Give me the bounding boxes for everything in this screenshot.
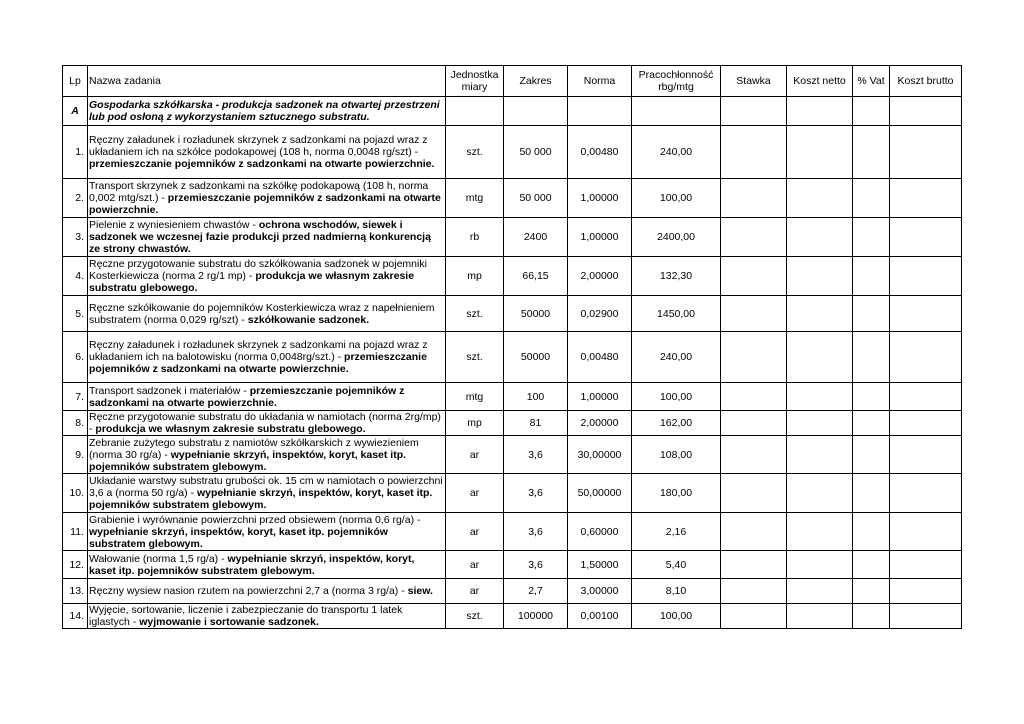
task-description: Transport skrzynek z sadzonkami na szkółkę podokapową (108 h, norma 0,002 mtg/szt.) - xyxy=(89,180,429,204)
task-purpose: przemieszczanie pojemników z sadzonkami na otwarte powierzchnie. xyxy=(89,158,435,170)
row-task-name xyxy=(88,257,446,296)
row-lp: 12. xyxy=(63,551,88,579)
row-range: 50 000 xyxy=(504,179,568,218)
row-lp: 13. xyxy=(63,579,88,604)
row-norm: 1,00000 xyxy=(568,179,632,218)
table-row xyxy=(63,411,962,436)
row-range: 3,6 xyxy=(504,436,568,474)
table-row xyxy=(63,604,962,629)
col-header-range: Zakres xyxy=(504,66,568,97)
row-norm: 2,00000 xyxy=(568,257,632,296)
row-labor: 100,00 xyxy=(632,383,721,411)
row-unit: mp xyxy=(446,411,504,436)
row-norm: 0,00480 xyxy=(568,332,632,383)
table-row xyxy=(63,257,962,296)
row-labor: 5,40 xyxy=(632,551,721,579)
row-rate xyxy=(721,551,787,579)
task-purpose: przemieszczanie pojemników z sadzonkami na otwarte powierzchnie. xyxy=(89,192,441,216)
row-vat xyxy=(853,218,890,257)
row-rate xyxy=(721,332,787,383)
task-description: Zebranie zużytego substratu z namiotów szkółkarskich z wywiezieniem (norma 30 rg/a) - xyxy=(89,436,419,461)
row-task-name xyxy=(88,218,446,257)
table-row xyxy=(63,474,962,513)
row-labor: 180,00 xyxy=(632,474,721,513)
task-purpose: siew. xyxy=(407,585,433,597)
row-gross-cost xyxy=(890,411,962,436)
row-norm: 0,00480 xyxy=(568,126,632,179)
row-range: 66,15 xyxy=(504,257,568,296)
row-rate xyxy=(721,179,787,218)
row-net-cost xyxy=(787,604,853,629)
row-unit: szt. xyxy=(446,296,504,332)
task-description: Wyjęcie, sortowanie, liczenie i zabezpieczanie do transportu 1 latek iglastych - xyxy=(89,604,403,628)
row-gross-cost xyxy=(890,513,962,551)
table-row xyxy=(63,551,962,579)
row-unit: mp xyxy=(446,257,504,296)
row-unit: ar xyxy=(446,551,504,579)
task-purpose: wyjmowanie i sortowanie sadzonek. xyxy=(139,616,319,628)
task-purpose: wypełnianie skrzyń, inspektów, koryt, kaset itp. pojemników substratem glebowym. xyxy=(89,552,415,577)
table-row xyxy=(63,332,962,383)
row-lp: 2. xyxy=(63,179,88,218)
col-header-rate: Stawka xyxy=(721,66,787,97)
row-gross-cost xyxy=(890,436,962,474)
table-row xyxy=(63,218,962,257)
row-lp: 4. xyxy=(63,257,88,296)
task-purpose: produkcja we własnym zakresie substratu glebowego. xyxy=(89,270,415,294)
row-rate xyxy=(721,218,787,257)
row-vat xyxy=(853,383,890,411)
row-range: 50000 xyxy=(504,332,568,383)
row-labor: 240,00 xyxy=(632,126,721,179)
row-gross-cost xyxy=(890,296,962,332)
row-gross-cost xyxy=(890,604,962,629)
row-vat xyxy=(853,436,890,474)
col-header-norm: Norma xyxy=(568,66,632,97)
row-vat xyxy=(853,332,890,383)
row-labor: 2400,00 xyxy=(632,218,721,257)
row-vat xyxy=(853,257,890,296)
row-rate xyxy=(721,126,787,179)
row-rate xyxy=(721,383,787,411)
task-description: Pielenie z wyniesieniem chwastów - xyxy=(89,219,259,231)
row-net-cost xyxy=(787,218,853,257)
section-row xyxy=(63,97,962,126)
row-gross-cost xyxy=(890,474,962,513)
task-description: Ręczny załadunek i rozładunek skrzynek z sadzonkami na pojazd wraz z układaniem ich na szkółce podokapowej (108 h, norma 0,0048 rg/szt) - xyxy=(89,134,428,158)
task-purpose: przemieszczanie pojemników z sadzonkami na otwarte powierzchnie. xyxy=(89,351,427,375)
task-description: Ręczny wysiew nasion rzutem na powierzchni 2,7 a (norma 3 rg/a) - xyxy=(89,585,408,597)
row-task-name xyxy=(88,436,446,474)
row-vat xyxy=(853,474,890,513)
col-header-unit: Jednostka miary xyxy=(446,66,504,97)
row-lp: 6. xyxy=(63,332,88,383)
row-lp: 7. xyxy=(63,383,88,411)
row-vat xyxy=(853,126,890,179)
table-row xyxy=(63,436,962,474)
row-range: 100 xyxy=(504,383,568,411)
col-header-lp: Lp xyxy=(63,66,88,97)
row-task-name xyxy=(88,551,446,579)
col-header-net-cost: Koszt netto xyxy=(787,66,853,97)
row-task-name xyxy=(88,332,446,383)
row-task-name xyxy=(88,474,446,513)
task-description: Grabienie i wyrównanie powierzchni przed obsiewem (norma 0,6 rg/a) - xyxy=(89,513,421,526)
col-header-vat: % Vat xyxy=(853,66,890,97)
row-unit: mtg xyxy=(446,383,504,411)
row-range: 50000 xyxy=(504,296,568,332)
row-norm: 50,00000 xyxy=(568,474,632,513)
row-unit: ar xyxy=(446,579,504,604)
row-rate xyxy=(721,296,787,332)
row-range: 100000 xyxy=(504,604,568,629)
row-vat xyxy=(853,551,890,579)
table-row xyxy=(63,296,962,332)
table-row xyxy=(63,579,962,604)
task-description: Układanie warstwy substratu grubości ok. 15 cm w namiotach o powierzchni 3,6 a (norma 50 rg/a) - xyxy=(89,475,443,499)
task-description: Ręczne przygotowanie substratu do szkółkowania sadzonek w pojemniki Kosterkiewicza (norma 2 rg/1 mp) - xyxy=(89,258,427,282)
row-vat xyxy=(853,179,890,218)
row-lp: 11. xyxy=(63,513,88,551)
row-range: 3,6 xyxy=(504,551,568,579)
row-vat xyxy=(853,411,890,436)
task-purpose: produkcja we własnym zakresie substratu glebowego. xyxy=(95,423,366,435)
row-labor: 1450,00 xyxy=(632,296,721,332)
row-task-name xyxy=(88,383,446,411)
task-purpose: wypełnianie skrzyń, inspektów, koryt, kaset itp. pojemników substratem glebowym. xyxy=(89,448,407,473)
table-header-row xyxy=(63,66,962,97)
row-norm: 1,00000 xyxy=(568,383,632,411)
row-labor: 100,00 xyxy=(632,604,721,629)
col-header-labor: Pracochłonność rbg/mtg xyxy=(632,66,721,97)
row-task-name xyxy=(88,126,446,179)
row-net-cost xyxy=(787,126,853,179)
task-description: Ręczne szkółkowanie do pojemników Kosterkiewicza wraz z napełnieniem substratem (norma 0,029 rg/szt) - xyxy=(89,301,435,326)
task-description: Wałowanie (norma 1,5 rg/a) - xyxy=(89,552,228,565)
row-task-name xyxy=(88,179,446,218)
row-net-cost xyxy=(787,257,853,296)
row-unit: szt. xyxy=(446,604,504,629)
row-net-cost xyxy=(787,551,853,579)
task-purpose: wypełnianie skrzyń, inspektów, koryt, kaset itp. pojemników substratem glebowym. xyxy=(89,487,433,511)
row-norm: 30,00000 xyxy=(568,436,632,474)
row-range: 2400 xyxy=(504,218,568,257)
row-range: 2,7 xyxy=(504,579,568,604)
row-rate xyxy=(721,579,787,604)
row-labor: 2,16 xyxy=(632,513,721,551)
row-gross-cost xyxy=(890,383,962,411)
row-gross-cost xyxy=(890,579,962,604)
task-description: Ręczny załadunek i rozładunek skrzynek z sadzonkami na pojazd wraz z układaniem ich na balotowisku (norma 0,0048rg/szt.) - xyxy=(89,339,428,363)
row-vat xyxy=(853,579,890,604)
row-range: 3,6 xyxy=(504,513,568,551)
row-gross-cost xyxy=(890,257,962,296)
table-row xyxy=(63,513,962,551)
row-labor: 100,00 xyxy=(632,179,721,218)
row-labor: 240,00 xyxy=(632,332,721,383)
row-unit: szt. xyxy=(446,126,504,179)
row-unit: rb xyxy=(446,218,504,257)
row-norm: 3,00000 xyxy=(568,579,632,604)
section-title: Gospodarka szkółkarska - produkcja sadzonek na otwartej przestrzeni lub pod osłoną z wykorzystaniem sztucznego substratu. xyxy=(88,97,446,126)
row-net-cost xyxy=(787,332,853,383)
row-rate xyxy=(721,604,787,629)
row-gross-cost xyxy=(890,179,962,218)
row-norm: 1,50000 xyxy=(568,551,632,579)
row-norm: 0,60000 xyxy=(568,513,632,551)
row-norm: 2,00000 xyxy=(568,411,632,436)
row-vat xyxy=(853,296,890,332)
row-lp: 8. xyxy=(63,411,88,436)
table-row xyxy=(63,383,962,411)
row-range: 81 xyxy=(504,411,568,436)
row-labor: 132,30 xyxy=(632,257,721,296)
row-labor: 108,00 xyxy=(632,436,721,474)
row-range: 50 000 xyxy=(504,126,568,179)
row-net-cost xyxy=(787,579,853,604)
row-range: 3,6 xyxy=(504,474,568,513)
row-net-cost xyxy=(787,179,853,218)
row-task-name xyxy=(88,604,446,629)
row-net-cost xyxy=(787,513,853,551)
row-rate xyxy=(721,436,787,474)
task-purpose: szkółkowanie sadzonek. xyxy=(247,313,370,326)
row-unit: ar xyxy=(446,436,504,474)
row-norm: 0,00100 xyxy=(568,604,632,629)
row-task-name xyxy=(88,411,446,436)
col-header-gross-cost: Koszt brutto xyxy=(890,66,962,97)
table-row xyxy=(63,126,962,179)
task-purpose: przemieszczanie pojemników z sadzonkami na otwarte powierzchnie. xyxy=(89,384,405,409)
row-unit: szt. xyxy=(446,332,504,383)
section-lp: A xyxy=(63,97,88,126)
row-vat xyxy=(853,604,890,629)
task-description: Ręczne przygotowanie substratu do układania w namiotach (norma 2rg/mp) - xyxy=(89,411,441,435)
row-lp: 9. xyxy=(63,436,88,474)
row-lp: 1. xyxy=(63,126,88,179)
row-lp: 5. xyxy=(63,296,88,332)
row-rate xyxy=(721,257,787,296)
row-net-cost xyxy=(787,383,853,411)
row-gross-cost xyxy=(890,332,962,383)
row-gross-cost xyxy=(890,126,962,179)
row-labor: 8,10 xyxy=(632,579,721,604)
cost-estimate-table xyxy=(62,65,962,629)
row-net-cost xyxy=(787,296,853,332)
table-row xyxy=(63,179,962,218)
row-rate xyxy=(721,474,787,513)
row-norm: 0,02900 xyxy=(568,296,632,332)
row-lp: 3. xyxy=(63,218,88,257)
row-net-cost xyxy=(787,474,853,513)
col-header-name: Nazwa zadania xyxy=(88,66,446,97)
row-vat xyxy=(853,513,890,551)
row-norm: 1,00000 xyxy=(568,218,632,257)
row-unit: mtg xyxy=(446,179,504,218)
row-task-name xyxy=(88,513,446,551)
row-unit: ar xyxy=(446,513,504,551)
task-purpose: wypełnianie skrzyń, inspektów, koryt, kaset itp. pojemników substratem glebowym. xyxy=(89,525,388,550)
task-purpose: ochrona wschodów, siewek i sadzonek we wczesnej fazie produkcji przed nadmierną konkurencją ze strony chwastów. xyxy=(89,219,431,255)
row-rate xyxy=(721,513,787,551)
row-lp: 10. xyxy=(63,474,88,513)
row-labor: 162,00 xyxy=(632,411,721,436)
task-description: Transport sadzonek i materiałów - xyxy=(89,384,250,397)
row-gross-cost xyxy=(890,218,962,257)
row-gross-cost xyxy=(890,551,962,579)
row-rate xyxy=(721,411,787,436)
row-task-name xyxy=(88,579,446,604)
row-task-name xyxy=(88,296,446,332)
row-lp: 14. xyxy=(63,604,88,629)
row-unit: ar xyxy=(446,474,504,513)
row-net-cost xyxy=(787,411,853,436)
row-net-cost xyxy=(787,436,853,474)
